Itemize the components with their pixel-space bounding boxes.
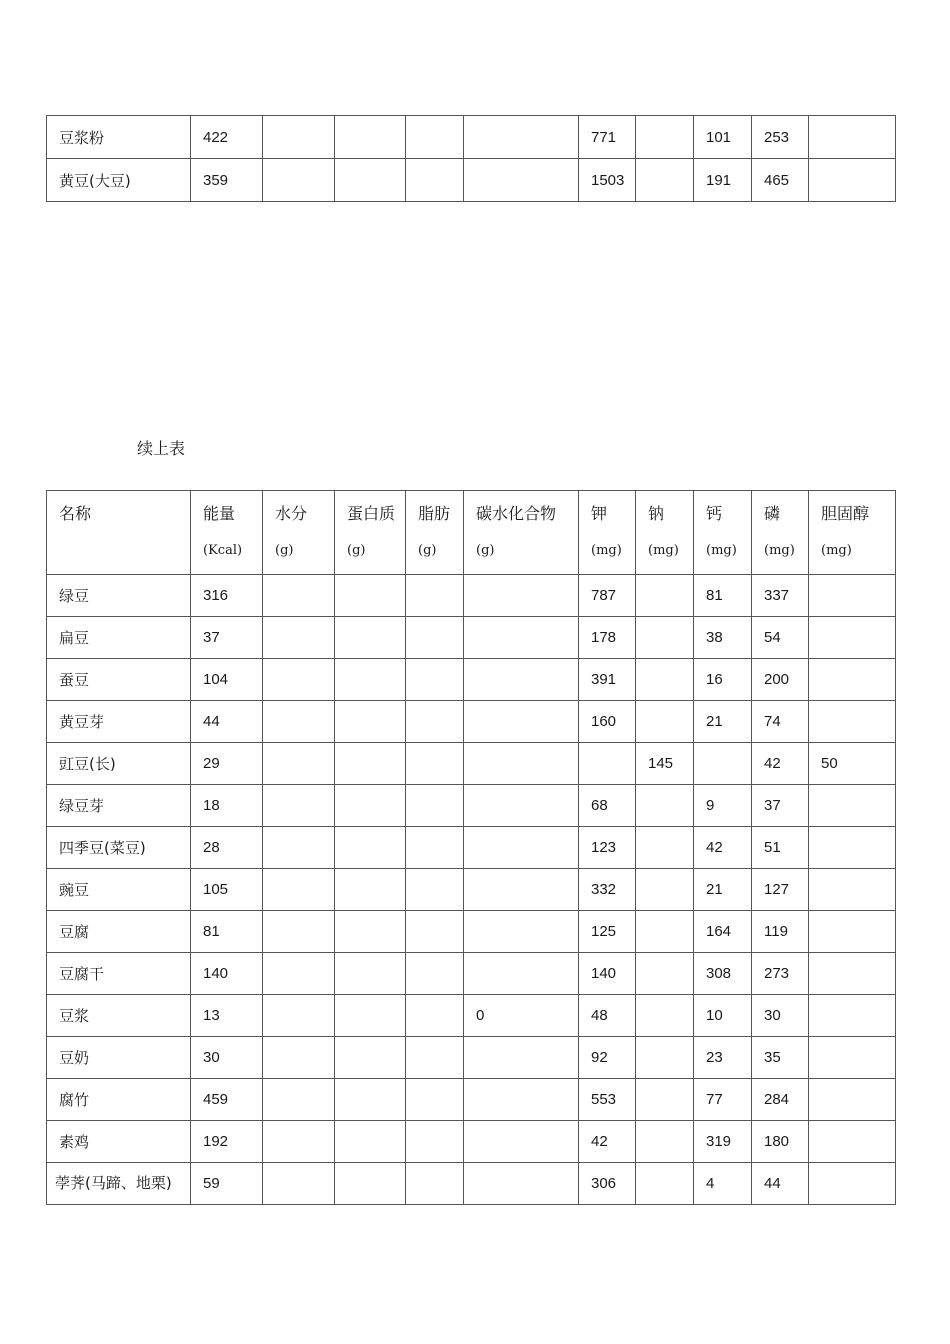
header-potassium <box>579 491 636 575</box>
cell-sodium <box>636 159 694 202</box>
table-row <box>47 743 896 785</box>
header-unit: (mg) <box>591 543 622 558</box>
header-sodium <box>636 491 694 575</box>
cell-phosphorus: 42 <box>752 743 809 785</box>
cell-water <box>263 575 335 617</box>
cell-potassium <box>579 743 636 785</box>
table-row <box>47 911 896 953</box>
cell-carb <box>464 869 579 911</box>
cell-cholesterol <box>809 1121 896 1163</box>
table-header-row <box>47 491 896 575</box>
header-label: 蛋白质 <box>347 504 396 523</box>
cell-protein <box>335 701 406 743</box>
cell-potassium: 42 <box>579 1121 636 1163</box>
cell-protein <box>335 1037 406 1079</box>
header-label: 钾 <box>591 504 608 523</box>
table-row <box>47 1163 896 1205</box>
header-carb <box>464 491 579 575</box>
cell-fat <box>406 159 464 202</box>
cell-energy: 422 <box>191 116 263 159</box>
cell-protein <box>335 659 406 701</box>
cell-carb <box>464 575 579 617</box>
header-unit: (Kcal) <box>203 543 243 558</box>
cell-calcium: 81 <box>694 575 752 617</box>
cell-fat <box>406 995 464 1037</box>
cell-sodium <box>636 116 694 159</box>
cell-sodium <box>636 869 694 911</box>
continued-table-top <box>46 115 896 202</box>
cell-name: 扁豆 <box>47 617 191 659</box>
cell-energy: 359 <box>191 159 263 202</box>
cell-water <box>263 995 335 1037</box>
cell-name: 豇豆(长) <box>47 743 191 785</box>
cell-calcium: 164 <box>694 911 752 953</box>
cell-cholesterol <box>809 116 896 159</box>
cell-potassium: 332 <box>579 869 636 911</box>
cell-sodium <box>636 953 694 995</box>
cell-sodium <box>636 575 694 617</box>
cell-energy: 140 <box>191 953 263 995</box>
cell-name: 四季豆(菜豆) <box>47 827 191 869</box>
header-label: 水分 <box>275 504 308 523</box>
cell-potassium: 68 <box>579 785 636 827</box>
cell-name: 黄豆(大豆) <box>47 159 191 202</box>
cell-potassium: 553 <box>579 1079 636 1121</box>
cell-energy: 30 <box>191 1037 263 1079</box>
cell-name: 绿豆 <box>47 575 191 617</box>
cell-protein <box>335 827 406 869</box>
cell-calcium: 23 <box>694 1037 752 1079</box>
cell-cholesterol <box>809 1163 896 1205</box>
cell-energy: 316 <box>191 575 263 617</box>
cell-name: 黄豆芽 <box>47 701 191 743</box>
cell-sodium <box>636 1079 694 1121</box>
cell-phosphorus: 54 <box>752 617 809 659</box>
cell-fat <box>406 869 464 911</box>
cell-energy: 18 <box>191 785 263 827</box>
cell-cholesterol <box>809 785 896 827</box>
header-unit: (g) <box>476 543 495 558</box>
cell-cholesterol <box>809 1079 896 1121</box>
table-row <box>47 116 896 159</box>
cell-protein <box>335 1163 406 1205</box>
cell-phosphorus: 35 <box>752 1037 809 1079</box>
cell-water <box>263 1079 335 1121</box>
cell-phosphorus: 74 <box>752 701 809 743</box>
cell-water <box>263 827 335 869</box>
cell-potassium: 391 <box>579 659 636 701</box>
cell-phosphorus: 44 <box>752 1163 809 1205</box>
cell-water <box>263 617 335 659</box>
cell-carb <box>464 743 579 785</box>
cell-name: 豆腐 <box>47 911 191 953</box>
header-label: 脂肪 <box>418 504 451 523</box>
table-row <box>47 701 896 743</box>
header-unit: (mg) <box>764 543 795 558</box>
cell-water <box>263 159 335 202</box>
cell-fat <box>406 743 464 785</box>
table-row <box>47 1037 896 1079</box>
cell-name: 豆腐干 <box>47 953 191 995</box>
cell-protein <box>335 995 406 1037</box>
cell-potassium: 125 <box>579 911 636 953</box>
cell-cholesterol <box>809 869 896 911</box>
header-cholesterol <box>809 491 896 575</box>
cell-fat <box>406 827 464 869</box>
cell-calcium: 10 <box>694 995 752 1037</box>
table-row <box>47 659 896 701</box>
cell-energy: 459 <box>191 1079 263 1121</box>
table-row <box>47 159 896 202</box>
cell-water <box>263 953 335 995</box>
cell-potassium: 1503 <box>579 159 636 202</box>
cell-fat <box>406 659 464 701</box>
cell-sodium <box>636 911 694 953</box>
header-unit: (g) <box>418 543 437 558</box>
table-row <box>47 575 896 617</box>
cell-cholesterol <box>809 617 896 659</box>
header-label: 胆固醇 <box>821 504 870 523</box>
cell-sodium <box>636 995 694 1037</box>
cell-protein <box>335 1079 406 1121</box>
cell-calcium: 77 <box>694 1079 752 1121</box>
cell-fat <box>406 116 464 159</box>
cell-name: 腐竹 <box>47 1079 191 1121</box>
cell-protein <box>335 116 406 159</box>
cell-potassium: 48 <box>579 995 636 1037</box>
header-label: 名称 <box>59 504 92 523</box>
cell-potassium: 160 <box>579 701 636 743</box>
continued-caption: 续上表 <box>137 439 186 458</box>
header-label: 磷 <box>764 504 781 523</box>
cell-potassium: 178 <box>579 617 636 659</box>
cell-fat <box>406 1079 464 1121</box>
cell-potassium: 771 <box>579 116 636 159</box>
cell-cholesterol <box>809 827 896 869</box>
cell-protein <box>335 1121 406 1163</box>
cell-calcium <box>694 743 752 785</box>
cell-calcium: 38 <box>694 617 752 659</box>
cell-carb <box>464 1121 579 1163</box>
header-unit: (g) <box>275 543 294 558</box>
cell-calcium: 9 <box>694 785 752 827</box>
cell-carb <box>464 785 579 827</box>
header-energy <box>191 491 263 575</box>
cell-carb: 0 <box>464 995 579 1037</box>
cell-protein <box>335 743 406 785</box>
cell-cholesterol <box>809 1037 896 1079</box>
header-water <box>263 491 335 575</box>
header-fat <box>406 491 464 575</box>
cell-protein <box>335 159 406 202</box>
cell-fat <box>406 1037 464 1079</box>
cell-fat <box>406 785 464 827</box>
table-row <box>47 869 896 911</box>
cell-phosphorus: 253 <box>752 116 809 159</box>
cell-cholesterol <box>809 911 896 953</box>
cell-water <box>263 869 335 911</box>
cell-cholesterol <box>809 701 896 743</box>
cell-sodium <box>636 659 694 701</box>
cell-sodium <box>636 701 694 743</box>
cell-calcium: 4 <box>694 1163 752 1205</box>
cell-name: 豆浆粉 <box>47 116 191 159</box>
cell-energy: 59 <box>191 1163 263 1205</box>
cell-potassium: 140 <box>579 953 636 995</box>
header-label: 能量 <box>203 504 236 523</box>
cell-phosphorus: 465 <box>752 159 809 202</box>
cell-energy: 28 <box>191 827 263 869</box>
cell-energy: 44 <box>191 701 263 743</box>
cell-phosphorus: 180 <box>752 1121 809 1163</box>
cell-cholesterol <box>809 659 896 701</box>
table-row <box>47 785 896 827</box>
cell-protein <box>335 953 406 995</box>
cell-carb <box>464 701 579 743</box>
cell-phosphorus: 337 <box>752 575 809 617</box>
header-name <box>47 491 191 575</box>
cell-name: 豆奶 <box>47 1037 191 1079</box>
cell-sodium <box>636 1121 694 1163</box>
cell-carb <box>464 911 579 953</box>
cell-name: 蚕豆 <box>47 659 191 701</box>
cell-carb <box>464 1163 579 1205</box>
cell-cholesterol: 50 <box>809 743 896 785</box>
header-protein <box>335 491 406 575</box>
cell-calcium: 191 <box>694 159 752 202</box>
table-row <box>47 995 896 1037</box>
cell-calcium: 101 <box>694 116 752 159</box>
header-unit: (mg) <box>821 543 852 558</box>
cell-energy: 13 <box>191 995 263 1037</box>
header-label: 钠 <box>648 504 665 523</box>
cell-protein <box>335 911 406 953</box>
cell-cholesterol <box>809 995 896 1037</box>
cell-name: 素鸡 <box>47 1121 191 1163</box>
cell-protein <box>335 617 406 659</box>
cell-fat <box>406 1163 464 1205</box>
cell-sodium: 145 <box>636 743 694 785</box>
cell-carb <box>464 659 579 701</box>
cell-energy: 29 <box>191 743 263 785</box>
cell-water <box>263 1121 335 1163</box>
cell-water <box>263 659 335 701</box>
cell-cholesterol <box>809 575 896 617</box>
cell-fat <box>406 911 464 953</box>
cell-phosphorus: 273 <box>752 953 809 995</box>
header-label: 钙 <box>706 504 723 523</box>
cell-calcium: 21 <box>694 869 752 911</box>
cell-phosphorus: 37 <box>752 785 809 827</box>
cell-sodium <box>636 1037 694 1079</box>
cell-water <box>263 1163 335 1205</box>
cell-fat <box>406 617 464 659</box>
cell-water <box>263 743 335 785</box>
table-row <box>47 827 896 869</box>
nutrition-table <box>46 490 896 1205</box>
cell-name: 豆浆 <box>47 995 191 1037</box>
cell-fat <box>406 575 464 617</box>
cell-carb <box>464 1079 579 1121</box>
cell-calcium: 308 <box>694 953 752 995</box>
cell-cholesterol <box>809 953 896 995</box>
cell-calcium: 42 <box>694 827 752 869</box>
cell-energy: 105 <box>191 869 263 911</box>
table-row <box>47 953 896 995</box>
header-phosphorus <box>752 491 809 575</box>
cell-potassium: 123 <box>579 827 636 869</box>
cell-carb <box>464 953 579 995</box>
cell-carb <box>464 617 579 659</box>
cell-carb <box>464 827 579 869</box>
cell-phosphorus: 119 <box>752 911 809 953</box>
cell-water <box>263 911 335 953</box>
table-row <box>47 1121 896 1163</box>
header-unit: (g) <box>347 543 366 558</box>
cell-phosphorus: 284 <box>752 1079 809 1121</box>
cell-protein <box>335 869 406 911</box>
cell-water <box>263 785 335 827</box>
cell-name: 豌豆 <box>47 869 191 911</box>
cell-sodium <box>636 617 694 659</box>
cell-protein <box>335 575 406 617</box>
cell-sodium <box>636 827 694 869</box>
cell-phosphorus: 200 <box>752 659 809 701</box>
cell-cholesterol <box>809 159 896 202</box>
cell-name: 荸荠(马蹄、地栗) <box>47 1163 191 1205</box>
header-unit: (mg) <box>706 543 737 558</box>
cell-potassium: 92 <box>579 1037 636 1079</box>
cell-water <box>263 701 335 743</box>
cell-phosphorus: 51 <box>752 827 809 869</box>
cell-carb <box>464 116 579 159</box>
cell-sodium <box>636 1163 694 1205</box>
cell-phosphorus: 127 <box>752 869 809 911</box>
cell-energy: 192 <box>191 1121 263 1163</box>
cell-water <box>263 116 335 159</box>
table-row <box>47 617 896 659</box>
header-calcium <box>694 491 752 575</box>
cell-water <box>263 1037 335 1079</box>
cell-calcium: 319 <box>694 1121 752 1163</box>
cell-fat <box>406 1121 464 1163</box>
cell-energy: 37 <box>191 617 263 659</box>
cell-energy: 81 <box>191 911 263 953</box>
cell-phosphorus: 30 <box>752 995 809 1037</box>
header-label: 碳水化合物 <box>476 504 557 523</box>
cell-carb <box>464 159 579 202</box>
header-unit: (mg) <box>648 543 679 558</box>
cell-fat <box>406 953 464 995</box>
cell-energy: 104 <box>191 659 263 701</box>
cell-potassium: 306 <box>579 1163 636 1205</box>
cell-calcium: 16 <box>694 659 752 701</box>
table-row <box>47 1079 896 1121</box>
cell-carb <box>464 1037 579 1079</box>
cell-sodium <box>636 785 694 827</box>
cell-name: 绿豆芽 <box>47 785 191 827</box>
cell-potassium: 787 <box>579 575 636 617</box>
cell-fat <box>406 701 464 743</box>
cell-calcium: 21 <box>694 701 752 743</box>
cell-protein <box>335 785 406 827</box>
